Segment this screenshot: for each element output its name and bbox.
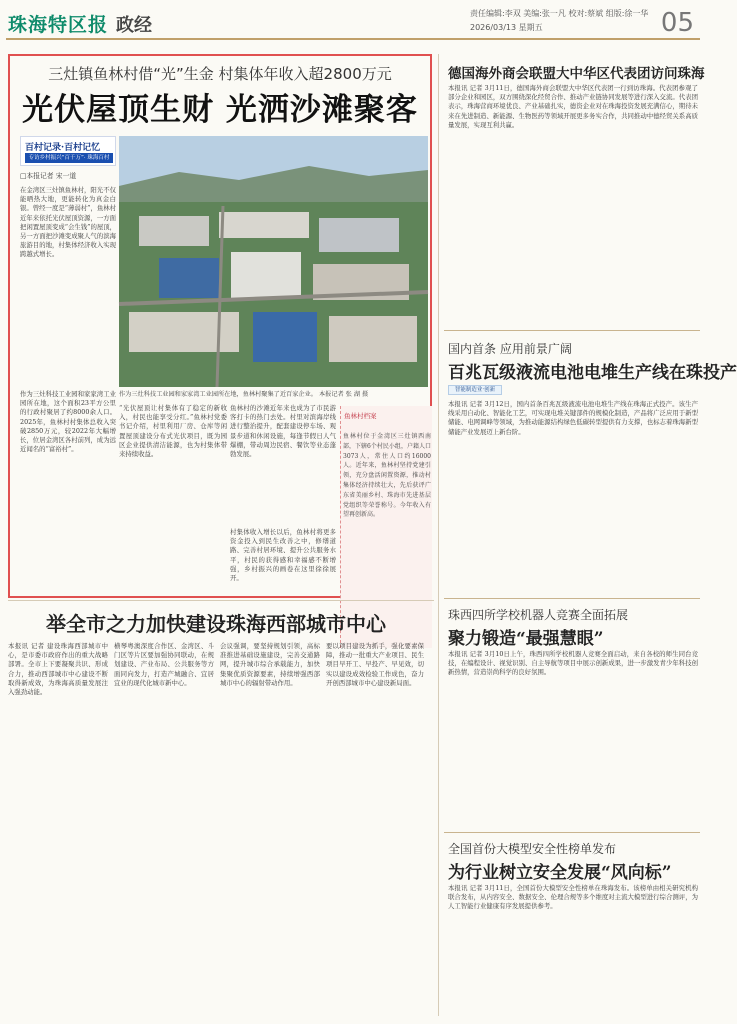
story-kicker: 国内首条 应用前景广阔 [448,342,572,356]
lead-byline: □本报记者 宋一道 [20,172,77,180]
page-number: 05 [660,8,694,38]
lead-headline: 光伏屋顶生财 光洒沙滩聚客 [22,92,418,128]
industrial-park-photo [119,136,428,387]
lead-kicker: 三灶镇鱼林村借“光”生金 村集体年收入超2800万元 [48,65,392,83]
feature-paragraph: 本报讯 记者 建设珠海西部城市中心，是市委市政府作出的重大战略部署。全市上下要凝聚共识、形成合力，推动西部城市中心建设不断取得新成效，为珠海高质量发展注入强劲动能。 [8,642,108,697]
series-badge-title: 百村记录·百村记忆 [25,143,101,153]
lead-article [8,54,432,598]
story-text: 本报讯 记者 3月12日，国内首条百兆瓦级液流电池电堆生产线在珠海正式投产。该生产线采用自动化、智能化工艺，可实现电堆关键部件的规模化制造，产品将广泛应用于新型储能、电网调峰等领域，为推动能源结构绿色低碳转型提供有力支撑，也标志着珠海新型储能产业发展迈上新台阶。 [448,400,698,436]
story-headline: 德国海外商会联盟大中华区代表团访问珠海 [448,66,705,82]
column-divider [438,54,439,1016]
lead-paragraph: 在金湾区三灶镇鱼林村，阳光不仅能晒热大地，更能转化为真金白银。曾经一度是“薄弱村”，鱼林村近年来依托光伏屋顶资源，一方面把闲置屋顶变成“会生钱”的屋顶，另一方面把沙滩变成聚人气的滨海旅游目的地，村集体经济收入实现跨越式增长。 [20,186,117,259]
lead-paragraph: “光伏屋顶让村集体有了稳定的新收入，村民也能享受分红。”鱼林村党委书记介绍，村里利用厂房、仓库等闲置屋顶建设分布式光伏项目，既为园区企业提供清洁能源，也为村集体带来持续收益。 [119,404,227,459]
paper-logo: 珠海特区报 [8,14,109,36]
feature-paragraph: 横琴粤澳深度合作区、金湾区、斗门区等片区要加强协同联动，在规划建设、产业布局、公共服务等方面同向发力，打造产城融合、宜居宜业的现代化城市新中心。 [114,642,214,687]
section-tag: 智能制造业·创新 [448,385,502,395]
series-badge-sub: 专访乡村振兴“百千万”· 珠海百村 [25,153,113,163]
feature-article [6,602,426,1012]
section-divider [8,600,434,601]
story-kicker: 珠西四所学校机器人竞赛全面拓展 [448,608,629,622]
story-divider [444,598,700,599]
sidebar-title: 鱼林村档案 [344,412,377,420]
story-text: 本报讯 记者 3月10日上午，珠西四所学校机器人竞赛全面启动，来自各校的师生同台竞技，在编程设计、视觉识别、自主导航等项目中展示创新成果，进一步激发青少年科技创新热情，营造崇尚科学的良好氛围。 [448,650,698,677]
story-divider [444,832,700,833]
feature-headline: 举全市之力加快建设珠海西部城市中心 [46,612,386,636]
story-headline: 百兆瓦级液流电池电堆生产线在珠投产 [448,363,737,383]
lead-paragraph: 村集体收入增长以后，鱼林村将更多资金投入到民生改善之中，修缮道路、完善村居环境、提升公共服务水平，村民的获得感和幸福感不断增强，乡村振兴的画卷在这里徐徐展开。 [230,528,336,583]
story-headline: 为行业树立安全发展“风向标” [448,863,672,883]
story-text: 本报讯 记者 3月11日，全国首份大模型安全性榜单在珠海发布。该榜单由相关研究机构联合发布，从内容安全、数据安全、伦理合规等多个维度对主流大模型进行综合测评，为人工智能行业健康有序发展提供参考。 [448,884,698,911]
feature-paragraph: 要以项目建设为抓手，强化要素保障，推动一批重大产业项目、民生项目早开工、早投产、早见效，切实以建设成效检验工作成色，奋力开创西部城市中心建设新局面。 [326,642,424,687]
section-title: 政经 [116,15,152,36]
aerial-photo-illustration [119,136,428,387]
story-kicker: 全国首份大模型安全性榜单发布 [448,842,617,856]
photo-caption: 作为三灶科技工业园和家家湾工业园所在地，鱼林村聚集了近百家企业。 本报记者 张 湖 摄 [119,391,369,398]
story-divider [444,330,700,331]
masthead [6,6,700,40]
story-text: 本报讯 记者 3月11日，德国海外商会联盟大中华区代表团一行到访珠海。代表团参观了部分企业和园区，双方围绕深化经贸合作、推动产业链协同发展等进行深入交流。代表团表示，珠海营商环境优良、产业基础扎实，德资企业对在珠海投资发展充满信心，期待未来在先进制造、新能源、生物医药等领域开展更多务实合作，共同推动中德经贸关系高质量发展，实现互利共赢。 [448,84,698,129]
lead-paragraph: 鱼林村的沙滩近年来也成为了市民游客打卡的热门去处。村里对滨海岸线进行整治提升，配套建设停车场、观景步道和休闲设施，每逢节假日人气爆棚，带动周边民宿、餐饮等业态蓬勃发展。 [230,404,336,459]
sidebar-text: 鱼林村位于金湾区三灶镇西南部，下辖6个村民小组，户籍人口3073人，常住人口约16000人。近年来，鱼林村坚持党建引领，充分盘活闲置资源，推动村集体经济持续壮大，先后获评广东省美丽乡村、珠海市先进基层党组织等荣誉称号。今年收入有望再创新高。 [343,433,431,519]
feature-paragraph: 会议强调，要坚持规划引领，高标准推进基础设施建设，完善交通路网，提升城市综合承载能力，加快集聚优质资源要素，持续增强西部城市中心的辐射带动作用。 [220,642,320,687]
story-headline: 聚力锻造“最强慧眼” [448,629,604,649]
issue-date: 2026/03/13 星期五 [470,23,543,32]
series-badge [20,136,116,166]
editor-credits: 责任编辑:李双 美编:张一凡 校对:蔡斌 组版:徐一华 [470,9,649,18]
lead-paragraph: 作为三灶科技工业园和家家湾工业园所在地，这个面积23平方公里的行政村聚居了约8000余人口。2025年，鱼林村村集体总收入突破2850万元，较2022年大幅增长，位居金湾区各村前列，成为远近闻名的“富裕村”。 [20,390,116,454]
